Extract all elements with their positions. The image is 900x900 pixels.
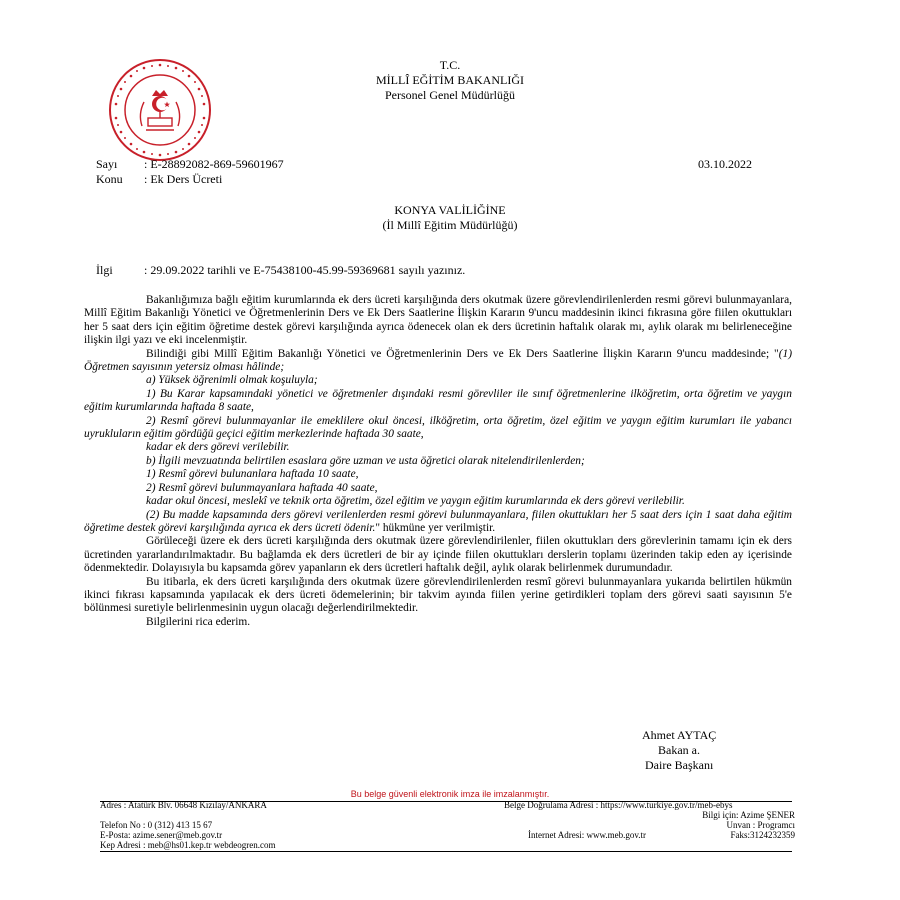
footer-address: Adres : Atatürk Blv. 06648 Kızılay/ANKARA [100,800,267,810]
paragraph-2-text: Bilindiği gibi Millî Eğitim Bakanlığı Yönetici ve Öğretmenlerinin Ders ve Ek Ders Saatlerine İlişkin Kararın 9'uncu maddesinde; " [146,347,779,360]
footer-phone: Telefon No : 0 (312) 413 15 67 [100,820,213,830]
footer-info-contact: Bilgi için: Azime ŞENER [702,810,795,820]
signatory-name: Ahmet AYTAÇ [642,728,717,742]
quote-2-closing: " hükmüne yer verilmiştir. [375,521,496,534]
ilgi-row [96,263,465,278]
konu-label: Konu [96,172,123,186]
quote-2 [84,509,792,536]
quote-a1: 1) Bu Karar kapsamındaki yönetici ve öğretmenler dışındaki resmi görevliler ile sınıf öğretmenlerine ilköğretim, orta öğretim ve yaygın eğitim kurumlarında haftada 8 saate, [84,387,792,414]
paragraph-5: Bilgilerini rica ederim. [146,615,251,628]
quote-b1: 1) Resmî görevi bulunanlara haftada 10 saate, [146,468,359,481]
header-tc: T.C. [439,58,461,72]
header-ministry: MİLLÎ EĞİTİM BAKANLIĞI [376,73,524,87]
signatory-title: Daire Başkanı [645,758,714,772]
paragraph-2 [84,348,792,375]
header-department: Personel Genel Müdürlüğü [385,88,515,102]
konu-row [96,172,222,187]
quote-a: a) Yüksek öğrenimli olmak koşuluyla; [146,374,318,387]
quote-intro: (1) Öğretmen sayısının yetersiz olması hâlinde; [84,347,792,374]
footer-bottom-divider [100,851,792,852]
footer-email: E-Posta: azime.sener@meb.gov.tr [100,830,223,840]
konu-value: : Ek Ders Ücreti [144,172,223,186]
sayi-row [96,157,284,172]
paragraph-4: Bu itibarla, ek ders ücreti karşılığında ders okutmak üzere görevlendirilenlerden resmî görevi bulunmayanlara yukarıda belirtilen hükmün ikinci fıkrası kapsamında yapılacak ek ders ücreti ödemelerinin; bir takvim ayında fiilen yerine getirdikleri toplam ders görevi saati sayısının 5'e bölünmesi suretiyle belirlenmesinin uygun olacağı değerlendirilmektedir. [84,575,792,615]
quote-a2: 2) Resmî görevi bulunmayanlar ile emeklilere okul öncesi, ilköğretim, orta öğretim, özel eğitim ve yaygın eğitim kurumları ile yabancı uyrukluların eğitim gördüğü geçici eğitim merkezlerinde haftada 30 saate, [84,414,792,441]
addressee-title: KONYA VALİLİĞİNE [394,203,506,217]
quote-b: b) İlgili mevzuatında belirtilen esaslara göre uzman ve usta öğretici olarak nitelendirilenlerden; [146,454,585,467]
footer-kep: Kep Adresi : meb@hs01.kep.tr webdeogren.com [100,840,276,850]
letter-body [84,294,792,629]
paragraph-1: Bakanlığımıza bağlı eğitim kurumlarında ek ders ücreti karşılığında ders okutmak üzere görevlendirilenlerden resmi görevi bulunmayanlara, Millî Eğitim Bakanlığı Yönetici ve Öğretmenlerinin Ders ve Ek Ders Saatlerine İlişkin Kararın 9'uncu maddesinin ikinci fıkrasına göre fiilen okuttukları her 5 saat ders için eğitim öğretime destek görevi karşılığında ayrıca ödenecek olan ek ders ücretinin haftalık olarak mı, aylık olarak mı belirleneceğine ilişkin ilgi yazı ve eki incelenmiştir. [84,294,792,347]
sayi-value: : E-28892082-869-59601967 [144,157,284,171]
footer-verification-url: Belge Doğrulama Adresi : https://www.turkiye.gov.tr/meb-ebys [504,800,733,810]
footer-title: Unvan : Programcı [726,820,795,830]
quote-2-text: (2) Bu madde kapsamında ders görevi verilenlerden resmi görevi bulunmayanlara, fiilen okuttukları her 5 saat ders için 1 saat daha eğitim öğretime destek görevi karşılığında ayrıca ek ders ücreti ödenir. [84,508,792,534]
addressee-subtitle: (İl Millî Eğitim Müdürlüğü) [382,218,518,232]
signatory-role: Bakan a. [658,743,700,757]
ilgi-value: : 29.09.2022 tarihli ve E-75438100-45.99-59369681 sayılı yazınız. [144,263,466,277]
quote-b-end: kadar okul öncesi, meslekî ve teknik orta öğretim, özel eğitim ve yaygın eğitim kurumlarında ek ders görevi verilebilir. [146,495,685,508]
quote-a-end: kadar ek ders görevi verilebilir. [146,441,290,454]
paragraph-3: Görüleceği üzere ek ders ücreti karşılığında ders okutmak üzere görevlendirilenler, fiilen okuttukları ders görevlerinin tamamı için ek ders ücretinden yararlandırılmaktadır. Bu bağlamda ek ders ücretleri de bir ay içinde fiilen okuttukları derslerin toplamı üzerinden takip eden ay içerisinde ödenmektedir. Dolayısıyla bu kapsamda görev yapanların ek ders ücretleri haftalık değil, aylık olarak belirlenmek durumundadır. [84,535,792,575]
document-date: 03.10.2022 [698,157,752,171]
e-signature-notice: Bu belge güvenli elektronik imza ile imzalanmıştır. [350,789,550,799]
ilgi-label: İlgi [96,263,113,277]
footer-fax: Faks:3124232359 [730,830,795,840]
sayi-label: Sayı [96,157,118,171]
footer-internet: İnternet Adresi: www.meb.gov.tr [528,830,647,840]
quote-b2: 2) Resmî görevi bulunmayanlara haftada 40 saate, [146,481,378,494]
